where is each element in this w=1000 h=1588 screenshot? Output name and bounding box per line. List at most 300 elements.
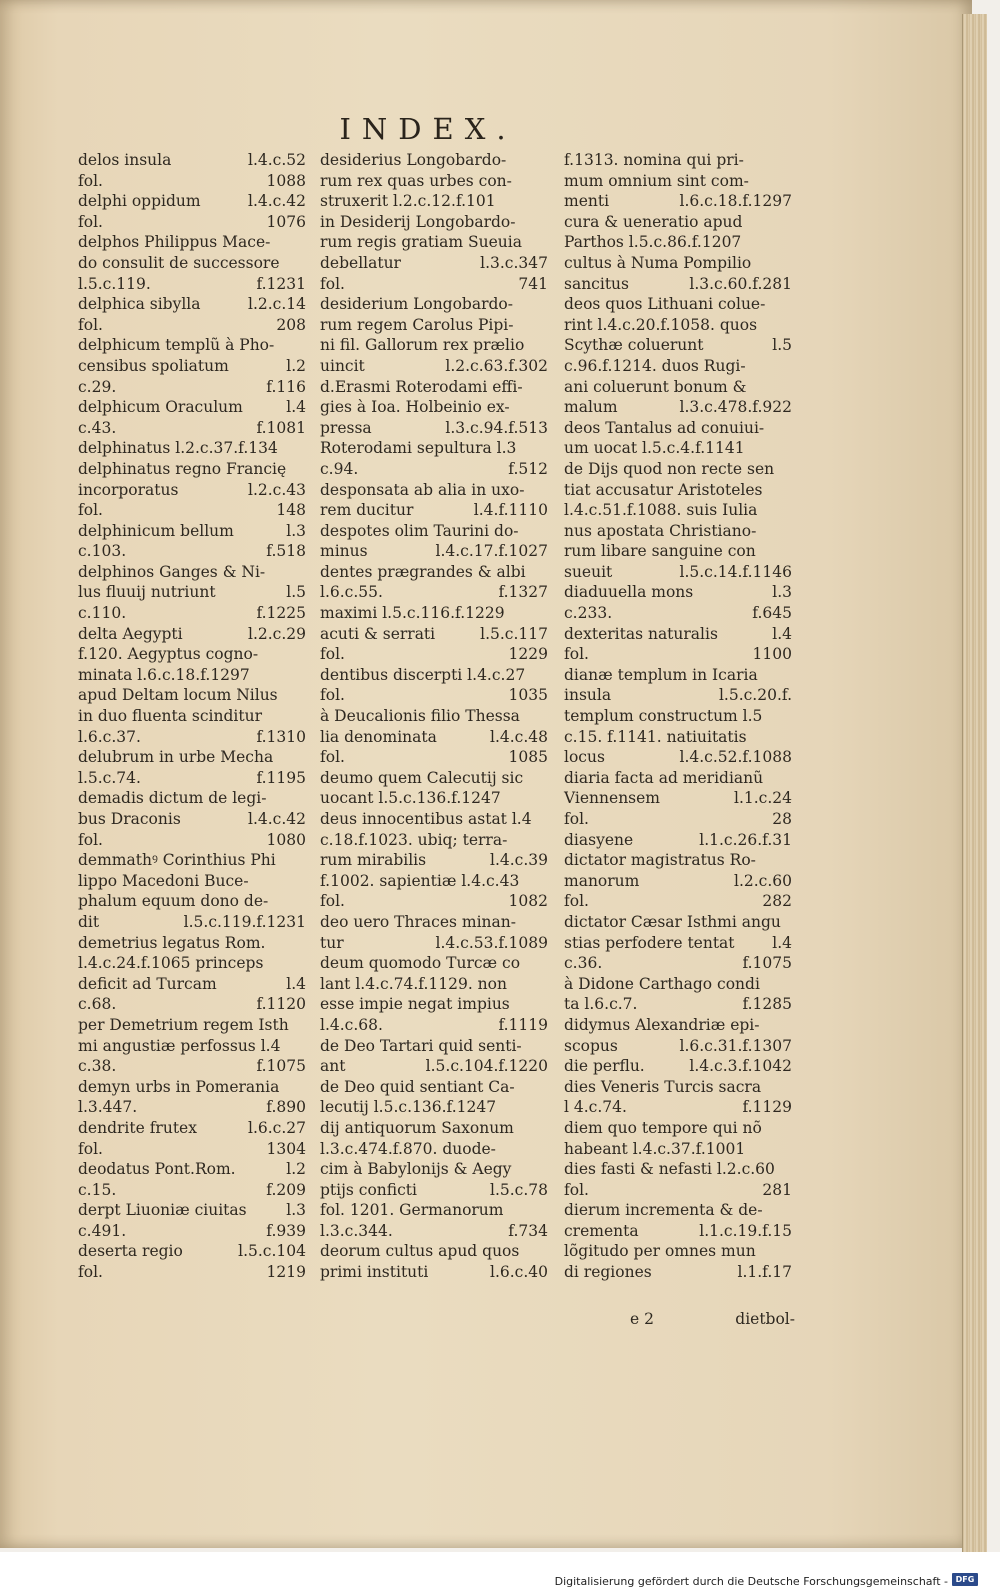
index-entry-line (564, 438, 792, 459)
index-entry-line (78, 665, 306, 686)
index-entry-line (320, 706, 548, 727)
entry-text: desiderium Longobardo- (320, 295, 514, 314)
index-entry-line (320, 1159, 548, 1180)
entry-reference: l.6.c.31.f.1307 (679, 1036, 792, 1055)
index-entry-line (78, 994, 306, 1015)
index-entry-line (320, 685, 548, 706)
entry-text: f.1002. sapientiæ l.4.c.43 (320, 871, 520, 890)
index-entry-line (78, 706, 306, 727)
index-entry-line (320, 335, 548, 356)
entry-text: dies Veneris Turcis sacra (564, 1077, 762, 1096)
entry-reference: 1304 (266, 1139, 306, 1158)
entry-text: diem quo tempore qui nõ (564, 1118, 762, 1137)
entry-reference: l.3.c.60.f.281 (689, 274, 792, 293)
entry-text: c.96.f.1214. duos Rugi- (564, 356, 746, 375)
index-entry-line (78, 356, 306, 377)
entry-text: c.15. (78, 1180, 117, 1199)
index-entry-line (320, 253, 548, 274)
entry-text: delphica sibylla (78, 295, 201, 314)
index-entry-line (78, 397, 306, 418)
entry-reference: 148 (276, 501, 306, 520)
entry-text: ni fil. Gallorum rex prælio (320, 336, 525, 355)
entry-reference: l.4.c.48 (489, 727, 548, 746)
entry-text: delphinos Ganges & Ni- (78, 562, 266, 581)
entry-reference: l.5 (286, 583, 306, 602)
entry-text: à Didone Carthago condi (564, 974, 760, 993)
entry-reference: l.4.c.39 (489, 851, 548, 870)
page-title: INDEX. (339, 112, 517, 146)
entry-reference: 281 (762, 1180, 792, 1199)
index-entry-line (78, 191, 306, 212)
index-entry-line (564, 397, 792, 418)
index-entry-line (564, 953, 792, 974)
entry-text: fol. (320, 274, 345, 293)
entry-text: die perflu. (564, 1057, 645, 1076)
index-entry-line (78, 480, 306, 501)
entry-text: l.3.447. (78, 1098, 138, 1117)
entry-text: f.120. Aegyptus cogno- (78, 645, 259, 664)
entry-reference: l.4.c.52.f.1088 (679, 748, 792, 767)
index-entry-line (78, 1077, 306, 1098)
index-column-1 (78, 150, 306, 1283)
index-entry-line (564, 891, 792, 912)
entry-text: gies à Ioa. Holbeinio ex- (320, 398, 510, 417)
entry-text: deus innocentibus astat l.4 (320, 810, 532, 828)
index-entry-line (320, 521, 548, 542)
entry-text: fol. (564, 810, 589, 828)
index-entry-line (320, 994, 548, 1015)
entry-text: lippo Macedoni Buce- (78, 871, 249, 890)
entry-text: rum regem Carolus Pipi- (320, 315, 514, 334)
index-entry-line (564, 521, 792, 542)
entry-text: maximi l.5.c.116.f.1229 (320, 604, 505, 623)
index-entry-line (320, 356, 548, 377)
entry-reference: f.1225 (256, 604, 306, 623)
index-entry-line (564, 1036, 792, 1057)
entry-text: di regiones (564, 1263, 652, 1282)
index-entry-line (320, 1097, 548, 1118)
index-entry-line (78, 418, 306, 439)
entry-text: delubrum in urbe Mecha (78, 748, 274, 767)
index-entry-line (320, 768, 548, 789)
index-entry-line (78, 171, 306, 192)
entry-text: rum regis gratiam Sueuia (320, 233, 522, 252)
entry-text: cultus à Numa Pompilio (564, 253, 752, 272)
entry-text: c.491. (78, 1221, 127, 1240)
index-entry-line (320, 624, 548, 645)
index-entry-line (564, 1159, 792, 1180)
entry-text: dentibus discerpti l.4.c.27 (320, 665, 526, 684)
index-entry-line (320, 1056, 548, 1077)
entry-reference: 208 (276, 315, 306, 334)
index-entry-line (320, 809, 548, 830)
entry-reference: l.4.c.52 (247, 151, 306, 169)
entry-reference: f.1285 (742, 995, 792, 1014)
index-entry-line (320, 315, 548, 336)
entry-text: cura & ueneratio apud (564, 212, 743, 231)
entry-text: deumo quem Calecutij sic (320, 768, 524, 787)
entry-text: ani coluerunt bonum & (564, 377, 747, 396)
entry-text: fol. (320, 892, 345, 911)
index-entry-line (78, 459, 306, 480)
index-entry-line (564, 974, 792, 995)
entry-reference: 1229 (508, 645, 548, 664)
entry-text: ta l.6.c.7. (564, 995, 638, 1014)
index-entry-line (564, 994, 792, 1015)
entry-reference: f.890 (266, 1098, 306, 1117)
index-entry-line (78, 747, 306, 768)
entry-text: censibus spoliatum (78, 356, 229, 375)
index-entry-line (78, 562, 306, 583)
entry-text: in duo fluenta scinditur (78, 707, 262, 726)
entry-reference: f.518 (266, 542, 306, 561)
entry-text: c.15. f.1141. natiuitatis (564, 727, 747, 746)
index-entry-line (78, 912, 306, 933)
index-entry-line (564, 1056, 792, 1077)
index-entry-line (78, 1159, 306, 1180)
entry-text: fol. (564, 1180, 589, 1199)
entry-text: Viennensem (564, 789, 660, 808)
entry-reference: 1076 (266, 212, 306, 231)
index-entry-line (320, 1118, 548, 1139)
index-entry-line (78, 294, 306, 315)
index-entry-line (78, 377, 306, 398)
entry-reference: l.5.c.14.f.1146 (679, 562, 792, 581)
entry-reference: l.2 (286, 356, 306, 375)
index-entry-line (78, 1139, 306, 1160)
entry-text: delos insula (78, 151, 172, 169)
index-entry-line (78, 253, 306, 274)
signature-mark: e 2 (630, 1310, 654, 1328)
entry-reference: f.1120 (256, 995, 306, 1014)
index-entry-line (78, 727, 306, 748)
entry-text: c.43. (78, 418, 117, 437)
entry-text: lant l.4.c.74.f.1129. non (320, 974, 507, 993)
entry-text: delphos Philippus Mace- (78, 233, 271, 252)
index-entry-line (78, 315, 306, 336)
entry-text: struxerit l.2.c.12.f.101 (320, 192, 496, 211)
entry-reference: l.3 (772, 583, 792, 602)
entry-reference: l.1.c.19.f.15 (699, 1221, 792, 1240)
entry-text: deodatus Pont.Rom. (78, 1160, 236, 1179)
entry-text: do consulit de successore (78, 253, 280, 272)
entry-reference: f.645 (752, 604, 792, 623)
entry-text: habeant l.4.c.37.f.1001 (564, 1139, 746, 1158)
entry-reference: l.2.c.14 (247, 295, 306, 314)
index-entry-line (564, 377, 792, 398)
entry-reference: l.5.c.119.f.1231 (183, 912, 306, 931)
entry-text: esse impie negat impius (320, 995, 510, 1014)
index-entry-line (320, 788, 548, 809)
entry-text: fol. (320, 645, 345, 664)
index-entry-line (564, 480, 792, 501)
entry-text: c.233. (564, 604, 613, 623)
page-edge (962, 14, 987, 1554)
entry-text: dictator Cæsar Isthmi angu (564, 912, 781, 931)
entry-reference: l.3 (286, 521, 306, 540)
entry-text: templum constructum l.5 (564, 707, 763, 726)
entry-text: derpt Liuoniæ ciuitas (78, 1201, 247, 1220)
index-entry-line (78, 1056, 306, 1077)
entry-reference: l.5.c.104 (238, 1242, 306, 1261)
entry-text: c.36. (564, 954, 603, 973)
index-entry-line (564, 871, 792, 892)
entry-text: fol. (78, 1139, 103, 1158)
index-entry-line (564, 582, 792, 603)
entry-text: scopus (564, 1036, 618, 1055)
index-entry-line (564, 253, 792, 274)
index-entry-line (78, 788, 306, 809)
entry-text: rint l.4.c.20.f.1058. quos (564, 315, 758, 334)
index-entry-line (320, 562, 548, 583)
index-entry-line (564, 1180, 792, 1201)
entry-reference: l.4 (772, 933, 792, 952)
entry-reference: f.209 (266, 1180, 306, 1199)
index-entry-line (78, 830, 306, 851)
entry-text: fol. (78, 212, 103, 231)
entry-text: lõgitudo per omnes mun (564, 1242, 756, 1261)
entry-text: manorum (564, 871, 640, 890)
index-entry-line (564, 727, 792, 748)
entry-reference: f.1231 (256, 274, 306, 293)
index-entry-line (78, 1015, 306, 1036)
entry-reference: l.2.c.63.f.302 (445, 356, 548, 375)
entry-text: deos Tantalus ad conuiui- (564, 418, 765, 437)
index-entry-line (564, 562, 792, 583)
entry-text: ptijs conficti (320, 1180, 417, 1199)
entry-text: c.18.f.1023. ubiq; terra- (320, 830, 508, 849)
index-entry-line (564, 768, 792, 789)
entry-text: demmathꝰ Corinthius Phi (78, 851, 276, 870)
entry-reference: l.6.c.18.f.1297 (679, 192, 792, 211)
entry-text: delphinatus l.2.c.37.f.134 (78, 439, 278, 458)
index-entry-line (78, 1036, 306, 1057)
entry-reference: 741 (518, 274, 548, 293)
entry-text: l.5.c.119. (78, 274, 151, 293)
entry-reference: l.4 (772, 624, 792, 643)
entry-text: dexteritas naturalis (564, 624, 718, 643)
entry-reference: f.512 (508, 459, 548, 478)
entry-text: bus Draconis (78, 810, 181, 828)
index-entry-line (564, 500, 792, 521)
entry-text: rum rex quas urbes con- (320, 171, 512, 190)
index-entry-line (320, 274, 548, 295)
index-entry-line (78, 1241, 306, 1262)
entry-text: deorum cultus apud quos (320, 1242, 520, 1261)
entry-reference: l.1.f.17 (737, 1263, 792, 1282)
entry-text: fol. (564, 892, 589, 911)
entry-text: incorporatus (78, 480, 179, 499)
entry-reference: l.5.c.78 (489, 1180, 548, 1199)
index-entry-line (78, 232, 306, 253)
entry-reference: f.1075 (256, 1057, 306, 1076)
index-entry-line (78, 974, 306, 995)
index-entry-line (320, 644, 548, 665)
entry-text: crementa (564, 1221, 639, 1240)
index-entry-line (564, 665, 792, 686)
entry-reference: l.5.c.20.f. (718, 686, 792, 705)
entry-text: deos quos Lithuani colue- (564, 295, 766, 314)
entry-text: minus (320, 542, 368, 561)
entry-reference: 1085 (508, 748, 548, 767)
index-entry-line (78, 541, 306, 562)
index-entry-line (320, 150, 548, 171)
entry-reference: l.4.f.1110 (473, 501, 548, 520)
entry-text: dendrite frutex (78, 1118, 197, 1137)
entry-reference: f.1327 (498, 583, 548, 602)
entry-reference: l.4.c.3.f.1042 (689, 1057, 792, 1076)
index-entry-line (564, 541, 792, 562)
index-entry-line (78, 1262, 306, 1283)
entry-text: l 4.c.74. (564, 1098, 627, 1117)
index-column-3 (564, 150, 792, 1283)
index-entry-line (320, 871, 548, 892)
index-entry-line (564, 1139, 792, 1160)
entry-reference: 282 (762, 892, 792, 911)
entry-text: uocant l.5.c.136.f.1247 (320, 789, 501, 808)
entry-text: deum quomodo Turcæ co (320, 954, 521, 973)
entry-reference: l.2.c.43 (247, 480, 306, 499)
index-entry-line (78, 500, 306, 521)
entry-text: um uocat l.5.c.4.f.1141 (564, 439, 745, 458)
entry-text: rum libare sanguine con (564, 542, 756, 561)
index-entry-line (78, 150, 306, 171)
entry-reference: f.1310 (256, 727, 306, 746)
entry-text: dies fasti & nefasti l.2.c.60 (564, 1160, 775, 1179)
index-entry-line (320, 582, 548, 603)
index-entry-line (564, 232, 792, 253)
index-entry-line (320, 438, 548, 459)
entry-reference: f.734 (508, 1221, 548, 1240)
entry-reference: l.3.c.478.f.922 (679, 398, 792, 417)
index-entry-line (78, 582, 306, 603)
entry-reference: l.4.c.53.f.1089 (435, 933, 548, 952)
entry-text: fol. 1201. Germanorum (320, 1201, 504, 1220)
entry-text: f.1313. nomina qui pri- (564, 151, 744, 169)
index-entry-line (78, 850, 306, 871)
index-entry-line (320, 480, 548, 501)
entry-text: locus (564, 748, 605, 767)
entry-text: sancitus (564, 274, 629, 293)
entry-text: c.94. (320, 459, 359, 478)
index-entry-line (564, 1097, 792, 1118)
entry-text: menti (564, 192, 610, 211)
entry-text: tur (320, 933, 344, 952)
entry-text: d.Erasmi Roterodami effi- (320, 377, 523, 396)
index-entry-line (320, 541, 548, 562)
entry-text: Parthos l.5.c.86.f.1207 (564, 233, 742, 252)
entry-text: c.38. (78, 1057, 117, 1076)
index-entry-line (320, 191, 548, 212)
index-entry-line (78, 212, 306, 233)
index-entry-line (564, 1262, 792, 1283)
index-entry-line (78, 274, 306, 295)
index-entry-line (78, 438, 306, 459)
catchword: dietbol- (735, 1310, 795, 1328)
entry-reference: f.116 (266, 377, 306, 396)
entry-reference: l.2.c.60 (733, 871, 792, 890)
index-entry-line (78, 768, 306, 789)
index-entry-line (78, 335, 306, 356)
index-entry-line (564, 850, 792, 871)
index-entry-line (564, 335, 792, 356)
entry-text: dentes prægrandes & albi (320, 562, 526, 581)
entry-text: dierum incrementa & de- (564, 1201, 763, 1220)
index-entry-line (320, 171, 548, 192)
entry-reference: l.5.c.104.f.1220 (425, 1057, 548, 1076)
index-entry-line (564, 150, 792, 171)
index-entry-line (564, 644, 792, 665)
entry-text: acuti & serrati (320, 624, 436, 643)
index-entry-line (564, 1221, 792, 1242)
index-entry-line (320, 1180, 548, 1201)
entry-reference: 1219 (266, 1263, 306, 1282)
entry-reference: l.5.c.117 (480, 624, 548, 643)
index-entry-line (78, 933, 306, 954)
entry-text: delta Aegypti (78, 624, 183, 643)
index-entry-line (320, 377, 548, 398)
index-entry-line (320, 727, 548, 748)
entry-text: dictator magistratus Ro- (564, 851, 756, 870)
index-entry-line (564, 1241, 792, 1262)
index-entry-line (320, 603, 548, 624)
entry-text: deserta regio (78, 1242, 183, 1261)
entry-reference: l.4.c.42 (247, 192, 306, 211)
entry-text: cim à Babylonijs & Aegy (320, 1160, 512, 1179)
index-entry-line (78, 871, 306, 892)
entry-text: diaduuella mons (564, 583, 694, 602)
entry-text: de Deo Tartari quid senti- (320, 1036, 522, 1055)
entry-text: deficit ad Turcam (78, 974, 217, 993)
entry-text: desiderius Longobardo- (320, 151, 507, 169)
index-entry-line (78, 891, 306, 912)
entry-reference: 1080 (266, 830, 306, 849)
index-entry-line (78, 603, 306, 624)
entry-text: c.110. (78, 604, 127, 623)
entry-reference: l.4 (286, 398, 306, 417)
entry-text: fol. (78, 315, 103, 334)
entry-reference: f.1119 (498, 1015, 548, 1034)
entry-text: à Deucalionis filio Thessa (320, 707, 520, 726)
index-entry-line (78, 1118, 306, 1139)
index-entry-line (78, 809, 306, 830)
entry-reference: l.6.c.40 (489, 1263, 548, 1282)
index-entry-line (564, 356, 792, 377)
entry-text: deo uero Thraces minan- (320, 912, 516, 931)
index-entry-line (564, 294, 792, 315)
index-entry-line (320, 500, 548, 521)
index-entry-line (320, 1139, 548, 1160)
index-entry-line (320, 953, 548, 974)
index-entry-line (564, 603, 792, 624)
entry-text: fol. (320, 748, 345, 767)
index-entry-line (320, 891, 548, 912)
entry-text: de Dijs quod non recte sen (564, 459, 775, 478)
index-entry-line (564, 212, 792, 233)
index-entry-line (320, 1015, 548, 1036)
entry-text: fol. (78, 1263, 103, 1282)
index-entry-line (78, 644, 306, 665)
entry-text: de Deo quid sentiant Ca- (320, 1077, 515, 1096)
entry-text: fol. (78, 501, 103, 520)
entry-text: demyn urbs in Pomerania (78, 1077, 280, 1096)
entry-text: rem ducitur (320, 501, 414, 520)
index-entry-line (78, 1097, 306, 1118)
index-entry-line (78, 953, 306, 974)
index-entry-line (564, 912, 792, 933)
entry-text: per Demetrium regem Isth (78, 1015, 289, 1034)
index-entry-line (564, 274, 792, 295)
